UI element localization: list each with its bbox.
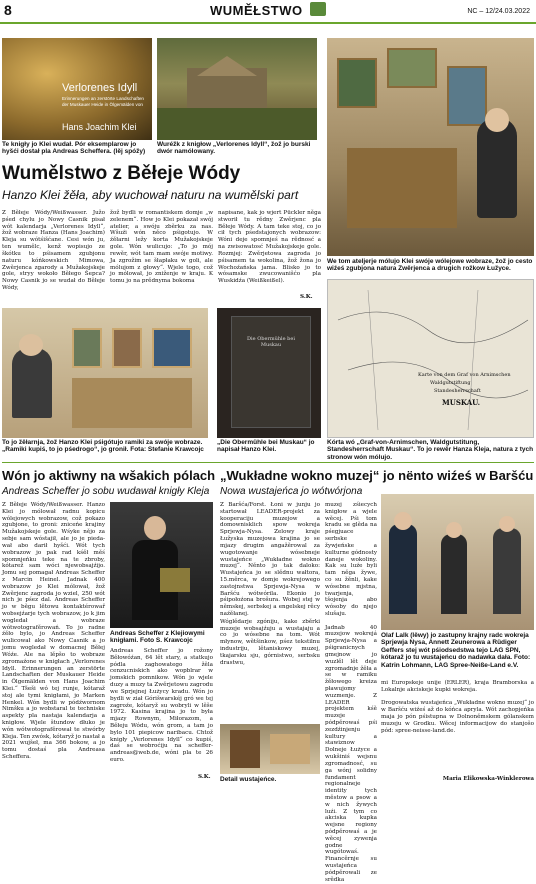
map-title: MUSKAU. bbox=[442, 398, 481, 407]
book-cover-photo bbox=[2, 38, 152, 140]
photo-caption: Te knigły jo Klei wudał. Pór eksemplarow jo hyšći dostał pla Andreas Scheffera. (lěj spóžy) bbox=[2, 141, 146, 156]
map-title: Karte von dem Graf von Arnimschen bbox=[418, 372, 511, 378]
page-header bbox=[0, 0, 536, 36]
article-subheadline: Hanzo Klei žěła, aby wuchował naturu na wumělski part bbox=[2, 188, 299, 202]
photo-caption: Detail wustajeńce. bbox=[220, 776, 277, 783]
section-rule bbox=[2, 462, 534, 463]
map-photo bbox=[327, 279, 534, 438]
article-column: Z Běłeje Wódy/Weißwasser. Južo pśed chylu jo Nowy Casnik pisał wót kalendarja „Verlorenes Idyll“, žož wobraze Hanza (Hans Joachim) Kleja su wótśišćane. Cesi wón ju, ten wumělc, kenž wopisujo ze škótku to pśisamem zgubjonu naturu kóńkowskich Mimowa, Zwěrjenca zgarody a Mužakojskeje gole, stryy wokoło Běłego Šepca? Nowy Casnik jo se wudał do Běłeje Wódy, bbox=[2, 210, 105, 291]
photo-caption: Andreas Scheffer z Klejiowymi knigłami. Foto S. Krawcojc bbox=[110, 630, 205, 645]
article-author: S.K. bbox=[300, 294, 313, 300]
map-title: Standesherrschaft bbox=[434, 388, 481, 394]
article-column: Z Běłeje Wódy/Weißwasser. Hanzo Klei jo mólował radnu kopicu wólejowych wobrazow, což pokazo zgubjone, to groni: zniceńe krajiny Mužakojskeje gole. Wśyke nějo za sebje sam wóstajił, ale jo je piedawał abo darił hyšći. Wót tych wobrazow jo pak rad kśěł měś spomnjeńku teke na te zbroby, kótarež sam wóci njewobsajźijo. Jomu sej pomagał Andreas Scheffer z Marcin Heinel. Jadnak 400 wobrazow jo Klei mólował, žož Zwěrjenc zagroda jo wziel, 250 wót nich je pśez dal. Andreas Scheffer jo w běgu lětowu kontaktérowař wobsejźarje tych wobrazow, jo k jim wogledał a wobraze wótwotografěrowań. To jo radne źěło bylo, jo Andreas Scheffer wulicował ako Nowy Casnik a jo jomu wogledał w domacnej Běłej Wóźe. Ale na lěpšo to wobraze zgromaźone w knigłach „Verlorenes Idyll. Erinnerungen an zerstörte Landschaften der Muskauer Heide in Ölgemälden von Hans Joachim Klei.“ Tšeši wó tej runje, kótaraž stoj ale tymi knigłami, jo Marken Henkel. Wón bydli w pódźwornom Nimšku a jo wobstaral te techniske aspekty pla nastaja kalendarja a knigłow. Wjele štundow dłuko je wón wótwotografěrował te stwórby Kleja. Ten zwósk, kótaryž jo nastał a 2021 wujšeł, ma 366 bokow, a jo tomu dostaś pla Andreasa Scheffera. bbox=[2, 502, 105, 761]
issue-label: NC – 12/24.03.2022 bbox=[467, 8, 530, 15]
cover-author: Hans Joachim Klei bbox=[62, 122, 137, 132]
page-number: 8 bbox=[4, 2, 12, 18]
scheffer-photo bbox=[110, 502, 213, 628]
article-subheadline: Nowa wustajeńca jo wótwórjona bbox=[220, 486, 363, 497]
book-photo bbox=[217, 308, 321, 438]
photo-credit: Fota: Stefanie Krawcojc bbox=[130, 446, 204, 454]
article-column: napisane, kak jo wjert Pückler něga stworił tu rědny Zwěrjenc pla Běłeje Wódy. A tam teke stoj, co jo cił tych pśedstajonych wobrazow: Wóni deje spomnjeś na rědnosć a na zwisowatosć Mužakojskeje gole. Rozmjej: Zwěrjetowa zagroda jo pśisamem ta wokolina, žož žona jo Wochoźańska jama. Blisko jo to wósamske zwucowanišćo pla Wuskidźa (Weißkeißel). bbox=[218, 210, 321, 285]
photo-caption: Olaf Lalk (lěwy) jo zastupny krajny radc wokreja Sprjewja Nysa, Annett Zeunerowa a Rüdiger Geffers stej wót pśiodsedstwa tejo LAG SPN, kótaraž jo tu wustajeńcu do nadawka dała. Foto: Katrin Lohmann, LAG Spree-Neiße-Land e.V. bbox=[381, 632, 531, 669]
photo-caption: We tom ateljerje mólujo Klei swóje wólejowe wobraze, žož jo cesto wiźeś zgubjona natura Zwěrjenca a drugich rožkow Łužyce. bbox=[327, 258, 533, 273]
map-title: Waldgutstiftung bbox=[430, 380, 471, 386]
photo-caption: To jo žěłarnja, žož Hanzo Klei pśigótujo ramiki za swóje wobraze. „Ramiki kupiś, to jo pśedrogo“, jo gronił. Fota: Stefanie Krawcojc bbox=[2, 439, 204, 454]
cover-title: Verlorenes Idyll bbox=[62, 82, 138, 94]
photo-caption: Wuréžk z knigłow „Verlorenes Idyll“, žož jo burski dwór namólowany. bbox=[157, 141, 311, 156]
map-sketch bbox=[328, 280, 535, 439]
header-rule bbox=[0, 22, 536, 24]
article-column: Andreas Scheffer jo rožony Běłowóźan, 64 lět stary, a statkujo pódla zaghowatego žěla cenzucniskich ako wopblrar w jomskich pomnikow. Wón jo wjele duzy a muzy ta Zwěrjetowu zagrodu we Sprjejnej Łużycy kradu. Wón jo bydli w ział Górišwarskéj gró we tej zagroźe, kótaryž su wobryli w lěše 1972. Kasina krajina jo to była mjazy Rownym, Miłorazom, a Běłeju Wódu, wón grom, a tam jo bylo 101 piepicow naribacu. Chtož knigły „Verlorenes Idyll“ co kupiś, daś se wobroćiju na scheffer-andreas@web.de, wóni pla te 26 euro. bbox=[110, 648, 213, 763]
article-column: mi Europskeje unije (ERLER), kraja Bramborska a Lokalnje akciskeje kupki wokreja. Drogowatska wustajeńca „Wukładne wokno muzej“ jo w Baršću wiźeś až do kóńca apryla. Wót zachopjeńka maja jo pón pśistupna w Dolnoněmskem gólanskem muzeju w Grodku. Wěcej informacijow do stanjošo pód: spree-neisse-land.de. bbox=[381, 680, 534, 734]
article-column: Z Baršća/Forst. Łoni w junju jo startował LEADER-projekt za kooperaciju muzejow a domownisklich spow wokreja Sprjewja-Nysa. Zelowy kraje Łužyska muzejowa krajina jo se mjazy drugim angažěrowal za wugotowanje wósebneje wustajeńce „Wukładne wokno muzej“. Něnto jo tak daloko: Wustajeńca jo se slědnu wałtora, 15.měrca, w domje wokrejowego zastojnstwa Sprjewja-Nysa w Baršću wótwórila. Ekonio jo pśipołoźona brošura. Wobej stej w němskej, serbskej a engelskej rěcy naźěłanej. Wóglědarje zgóniju, kake zběrki muzeje wobsajźuju a wustajaju a co jo wósebne na tom. Wót młynow, wětšinkow, pśez tekstilnu industriju, lětaniskowy muzej, tkajarsku sju, górnistwo, serbsku drastwu, bbox=[220, 502, 320, 666]
photo-caption: „Die Obermühle bei Muskau“ jo napisał Hanzo Klei. bbox=[217, 439, 315, 454]
article-headline: Wumělstwo z Běłeje Wódy bbox=[2, 163, 241, 184]
workshop-photo bbox=[2, 308, 208, 438]
article-column: žož bydli w romantiskem domje „w zelenem“. How jo Klei pokazał swój atelier, a swóju zběrku za nas. Wšuźi wón něco pśigotujo. W źěłarni ležy korta Mužakojskeje gole. Wón wulicujo: „To jo mój rewěr, wót tam mam swóje motiwy. Ja zgrožim se šłapłaku w goli, ale mólujom z głowy“. Wjele togo, což jo mólował, jo zniženje w kraju. K tomu jo na prědnyma bokoma bbox=[110, 210, 213, 285]
photo-credit: Foto: Katrin Lohmann, LAG Spree-Neiße-Land e.V. bbox=[381, 654, 531, 669]
photo-credit: Foto S. Krawcojc bbox=[140, 637, 193, 645]
section-logo: WUMĚŁSTWO bbox=[210, 3, 303, 18]
article-headline: Wón jo aktiwny na wšakich pólach bbox=[2, 468, 216, 483]
exhibition-opening-photo bbox=[381, 494, 534, 630]
article-author: Maria Elikowska-Winklerowa bbox=[442, 776, 534, 782]
article-author: S.K. bbox=[198, 774, 211, 780]
photo-caption: Kórta wó „Graf-von-Arnimschen, Waldgutstitung, Standesherrschaft Muskau“. To jo rewěr Hanza Kleja, natura z tych stronow wón mólujo. bbox=[327, 439, 534, 461]
article-subheadline: Andreas Scheffer jo sobu wudawał knigły Kleja bbox=[2, 486, 210, 497]
article-headline: „Wukładne wokno muzej“ jo nёnto wiźeś w Baršću bbox=[220, 468, 534, 483]
cover-subtitle: Erinnerungen an zerstörte Landschaften der Muskauer Heide in Ölgemälden von bbox=[62, 96, 144, 107]
atelier-photo bbox=[327, 38, 534, 256]
painting-photo bbox=[157, 38, 317, 140]
easel-icon bbox=[310, 2, 326, 16]
exhibition-detail-photo bbox=[220, 724, 320, 774]
book-title: Die Obermühle bei Muskau bbox=[247, 336, 295, 348]
article-column: muzej zśiecych knigłow a wjele wěcej. Pśi tom kradu se glěda na pśegjuace serbske žywjeńske a kulturne gódnosty daneje wokoliny. Kak su luźe byli tam něga žywe, co su žěnli, kake wósebne mjstna, twarjenja, tšojenja abo wósoby do njejo slušaju. Jadnab 40 muzejow wokrejá Sprjewja-Nysa a pśigranicnych gmejnow jo wuzlěl lět deje zgromadnje žěła a se w ramiku žěłowego kreiza pławujomy wuzmenje. Z LEADER projektem kśě muzeje pódpěrowaś pśi zezdźinjenju kultury a stawiznow Dolneje Łużyce a wukšiniś wejsnu zgromadnosć, su ga wónj solidny fundament regionalneje identity tych městow a psow a w nich žywych luźi. Z tym co akciska kupka wejsne regiony pódpěrowaś a je wěcej zywenja godne wugótowaś. Financěrnje su wustajeńca pódpěrowali ze srědka bbox=[325, 502, 377, 883]
